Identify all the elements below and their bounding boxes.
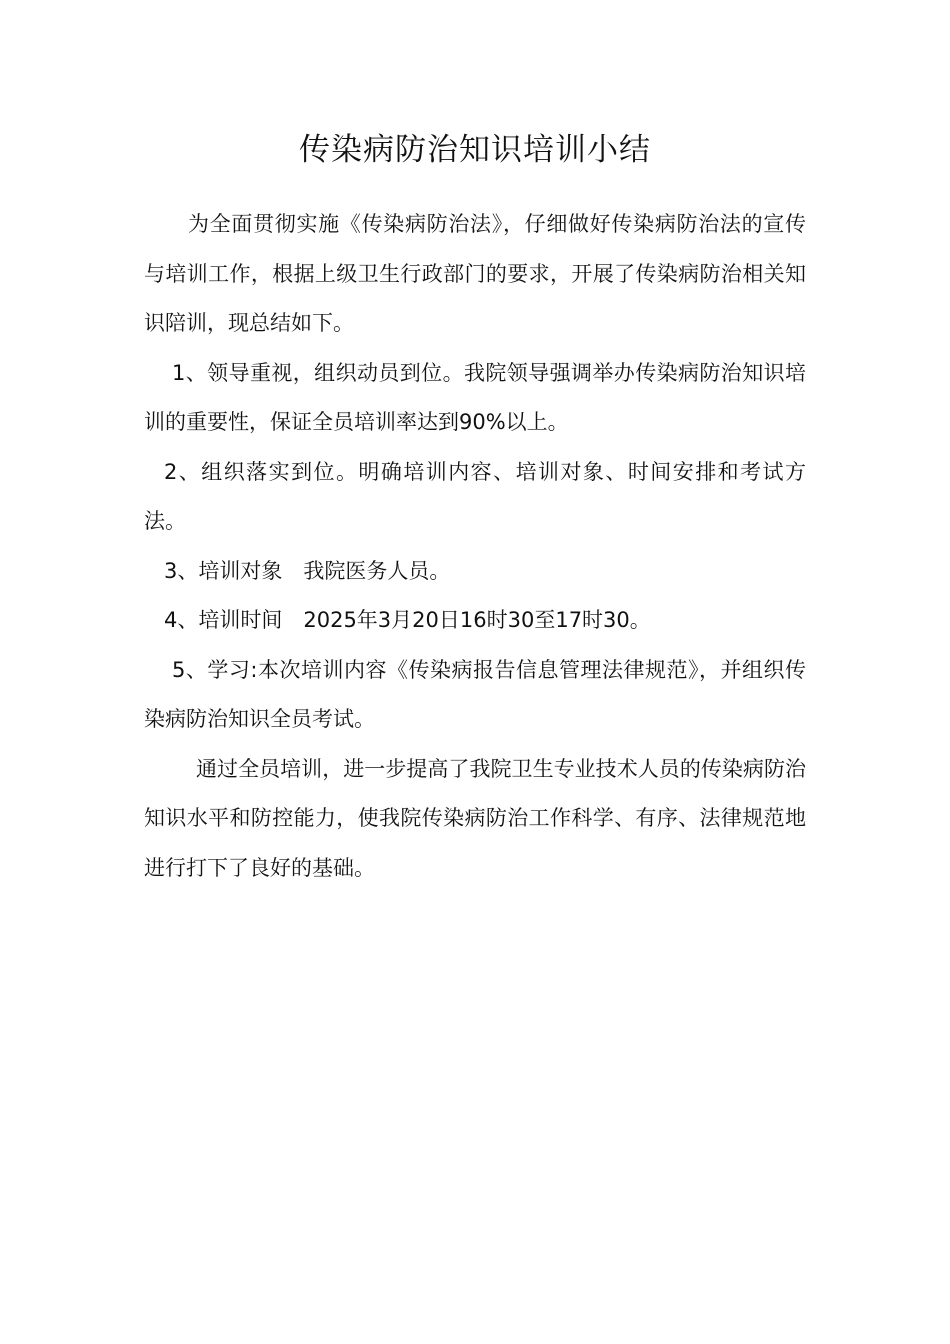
item-5-paragraph: 5、学习:本次培训内容《传染病报告信息管理法律规范》，并组织传染病防治知识全员考试。 — [144, 657, 806, 731]
item-3-paragraph: 3、培训对象 我院医务人员。 — [164, 558, 451, 583]
intro-paragraph: 为全面贯彻实施《传染病防治法》，仔细做好传染病防治法的宣传与培训工作，根据上级卫生行政部门的要求，开展了传染病防治相关知识陪训，现总结如下。 — [144, 212, 806, 335]
document-title: 传染病防治知识培训小结 — [299, 132, 651, 168]
item-4-paragraph: 4、培训时间 2025年3月20日16时30至17时30。 — [164, 608, 651, 632]
item-2-paragraph: 2、组织落实到位。明确培训内容、培训对象、时间安排和考试方法。 — [144, 459, 806, 533]
document-body — [144, 200, 806, 893]
item-1-paragraph: 1、领导重视，组织动员到位。我院领导强调举办传染病防治知识培训的重要性，保证全员培训率达到90%以上。 — [144, 360, 806, 434]
conclusion-paragraph: 通过全员培训，进一步提高了我院卫生专业技术人员的传染病防治知识水平和防控能力，使我院传染病防治工作科学、有序、法律规范地进行打下了良好的基础。 — [144, 756, 806, 880]
